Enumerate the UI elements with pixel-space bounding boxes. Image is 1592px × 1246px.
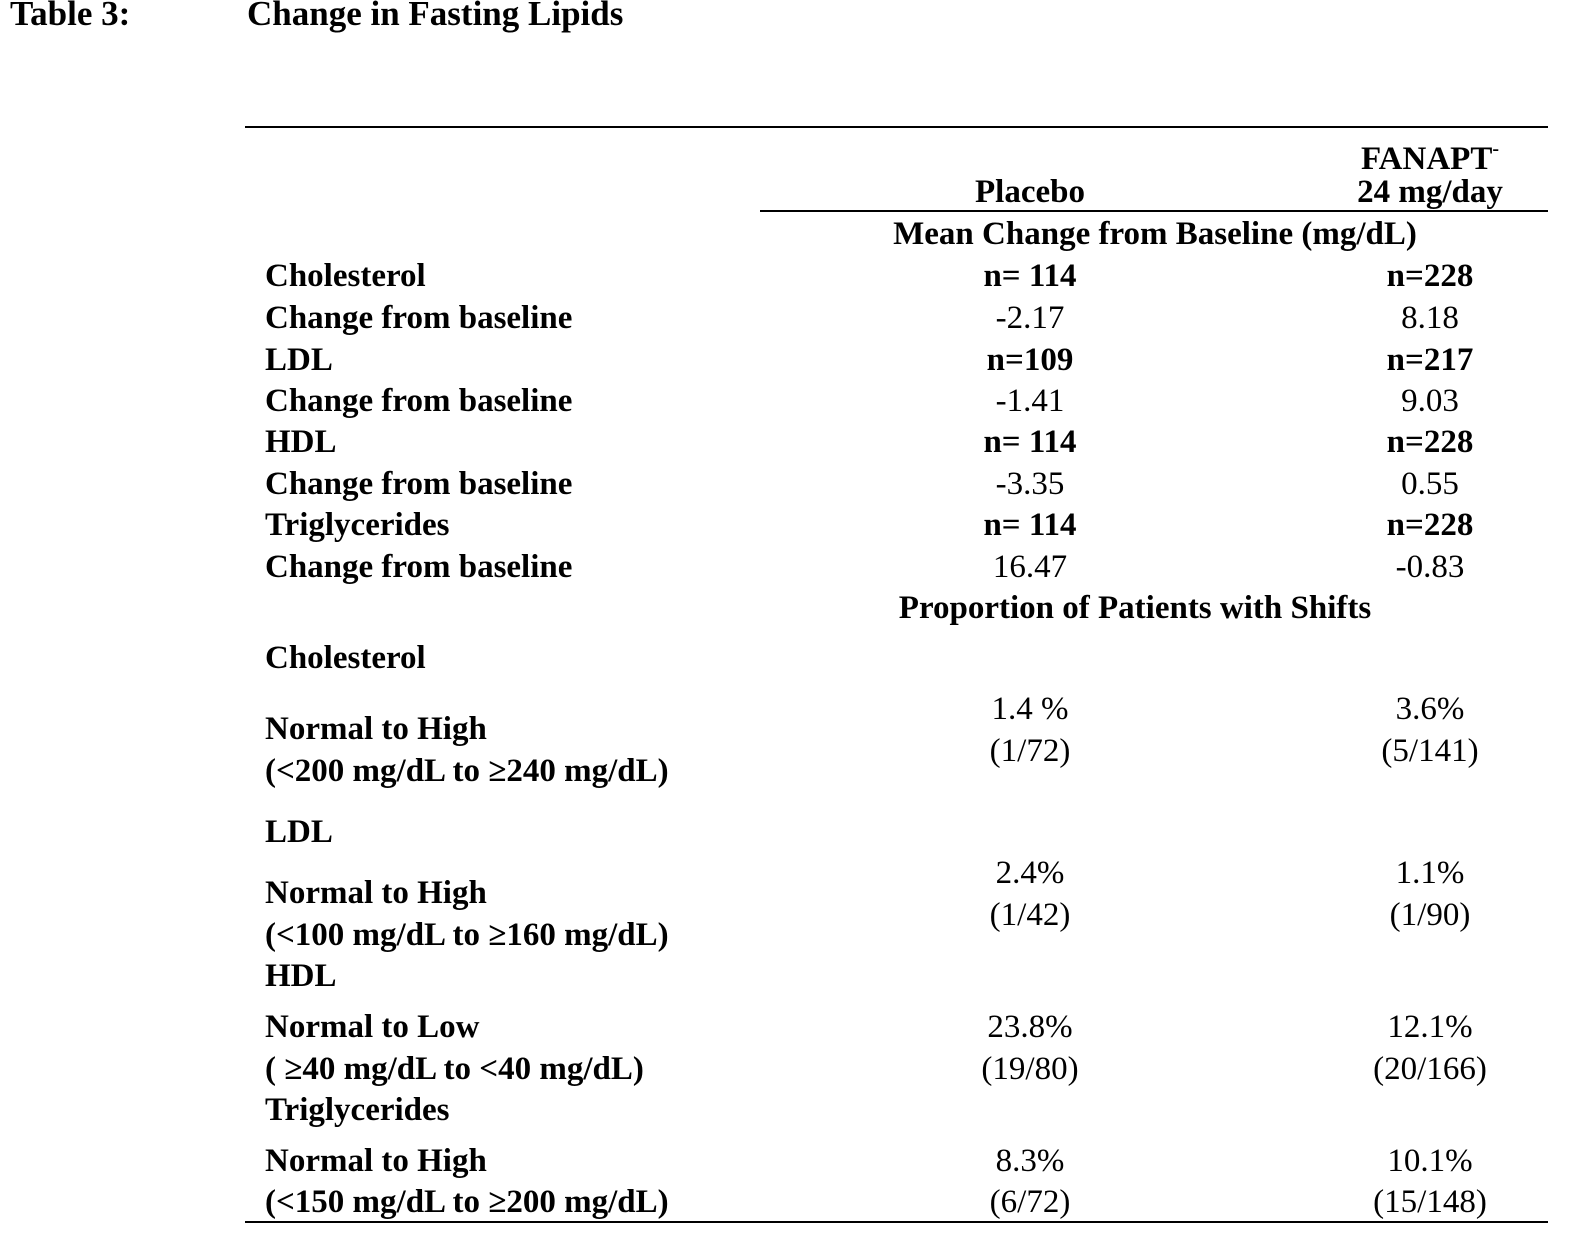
group-label: HDL <box>265 958 337 994</box>
drug-fraction: (20/166) <box>1373 1051 1487 1087</box>
shift-range: (<100 mg/dL to ≥160 mg/dL) <box>265 917 669 953</box>
group-label: Cholesterol <box>265 640 426 676</box>
section-mean-change: Mean Change from Baseline (mg/dL) <box>893 216 1417 252</box>
table-title <box>0 0 1592 34</box>
shift-label: Normal to High <box>265 711 487 747</box>
drug-value: 8.18 <box>1401 300 1459 336</box>
drug-header-line1: FANAPT- <box>1360 138 1500 177</box>
placebo-header: Placebo <box>975 174 1085 210</box>
shift-range: (<200 mg/dL to ≥240 mg/dL) <box>265 753 669 789</box>
shift-range: ( ≥40 mg/dL to <40 mg/dL) <box>265 1051 644 1087</box>
placebo-fraction: (19/80) <box>981 1051 1079 1087</box>
placebo-percent: 1.4 % <box>991 691 1069 727</box>
drug-header-line2: 24 mg/day <box>1357 174 1503 210</box>
header-rule <box>760 210 1548 212</box>
section-shifts: Proportion of Patients with Shifts <box>898 590 1372 626</box>
row-label: Triglycerides <box>265 507 450 543</box>
shift-label: Normal to High <box>265 875 487 911</box>
drug-header-mark: - <box>1492 138 1500 160</box>
drug-value: -0.83 <box>1395 549 1465 585</box>
placebo-value: n=109 <box>986 342 1074 378</box>
placebo-fraction: (1/72) <box>989 733 1071 769</box>
placebo-value: n= 114 <box>983 424 1077 460</box>
drug-value: 9.03 <box>1401 383 1459 419</box>
placebo-fraction: (1/42) <box>989 897 1071 933</box>
placebo-value: -3.35 <box>995 466 1065 502</box>
row-label: Change from baseline <box>265 466 573 502</box>
row-label: LDL <box>265 342 333 378</box>
shift-label: Normal to Low <box>265 1009 480 1045</box>
row-label: Change from baseline <box>265 549 573 585</box>
drug-percent: 12.1% <box>1387 1009 1473 1045</box>
placebo-percent: 8.3% <box>995 1143 1065 1179</box>
group-label: LDL <box>265 814 333 850</box>
placebo-value: -2.17 <box>995 300 1065 336</box>
drug-value: n=228 <box>1386 507 1474 543</box>
row-label: Change from baseline <box>265 300 573 336</box>
drug-percent: 10.1% <box>1387 1143 1473 1179</box>
drug-fraction: (1/90) <box>1389 897 1471 933</box>
bottom-rule <box>245 1221 1548 1223</box>
drug-value: 0.55 <box>1401 466 1459 502</box>
drug-value: n=217 <box>1386 342 1474 378</box>
shift-range: (<150 mg/dL to ≥200 mg/dL) <box>265 1184 669 1220</box>
placebo-value: -1.41 <box>995 383 1065 419</box>
shift-label: Normal to High <box>265 1143 487 1179</box>
group-label: Triglycerides <box>265 1092 450 1128</box>
placebo-value: n= 114 <box>983 507 1077 543</box>
placebo-value: n= 114 <box>983 258 1077 294</box>
drug-fraction: (5/141) <box>1381 733 1479 769</box>
placebo-value: 16.47 <box>992 549 1068 585</box>
placebo-percent: 2.4% <box>995 855 1065 891</box>
drug-percent: 3.6% <box>1395 691 1465 727</box>
row-label: Cholesterol <box>265 258 426 294</box>
drug-value: n=228 <box>1386 258 1474 294</box>
drug-percent: 1.1% <box>1395 855 1465 891</box>
row-label: Change from baseline <box>265 383 573 419</box>
row-label: HDL <box>265 424 337 460</box>
drug-value: n=228 <box>1386 424 1474 460</box>
drug-fraction: (15/148) <box>1373 1184 1487 1220</box>
table-number: Table 3: <box>10 0 131 33</box>
placebo-fraction: (6/72) <box>989 1184 1071 1220</box>
table-caption: Change in Fasting Lipids <box>247 0 624 33</box>
placebo-percent: 23.8% <box>987 1009 1073 1045</box>
